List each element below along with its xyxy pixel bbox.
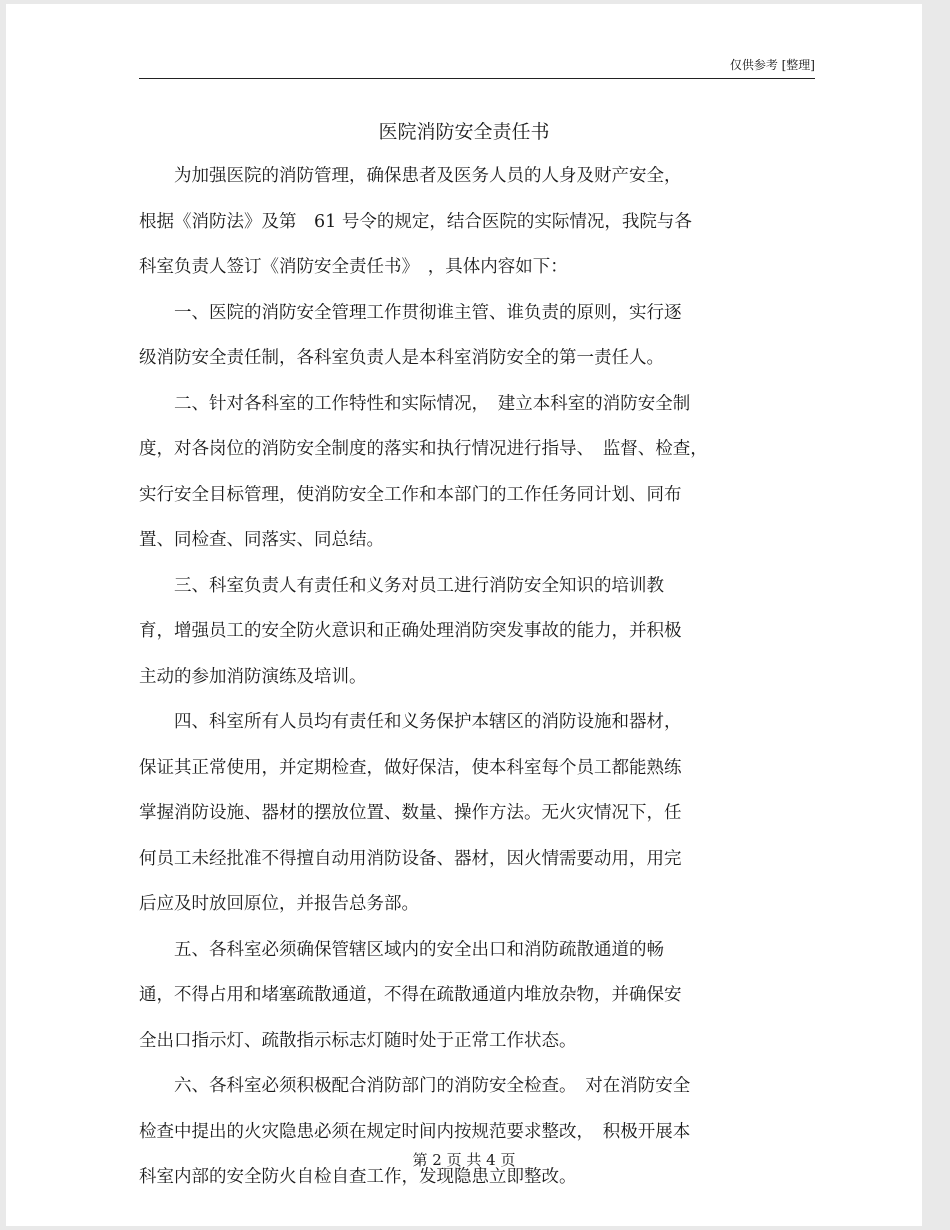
body-line: 保证其正常使用，并定期检查，做好保洁，使本科室每个员工都能熟练 [139, 757, 682, 778]
page-number: 第 2 页 共 4 页 [412, 1151, 516, 1169]
document-page [6, 4, 922, 1226]
body-line: 为加强医院的消防管理，确保患者及医务人员的人身及财产安全， [139, 166, 682, 186]
page-header [139, 56, 815, 79]
body-line: 科室负责人签订《消防安全责任书》 ，具体内容如下： [139, 257, 568, 277]
body-line: 六、各科室必须积极配合消防部门的消防安全检查。 对在消防安全 [139, 1076, 691, 1096]
body-line: 根据《消防法》及第 61 号令的规定，结合医院的实际情况，我院与各 [139, 211, 692, 232]
body-line: 实行安全目标管理，使消防安全工作和本部门的工作任务同计划、同布 [139, 484, 682, 505]
body-line: 置、同检查、同落实、同总结。 [139, 530, 384, 550]
page-footer [6, 1148, 922, 1172]
body-line: 检查中提出的火灾隐患必须在规定时间内按规范要求整改， 积极开展本 [139, 1121, 691, 1142]
body-line: 掌握消防设施、器材的摆放位置、数量、操作方法。无火灾情况下，任 [139, 803, 682, 823]
body-line: 一、医院的消防安全管理工作贯彻谁主管、谁负责的原则，实行逐 [139, 302, 682, 323]
body-line: 何员工未经批准不得擅自动用消防设备、器材，因火情需要动用，用完 [139, 848, 682, 869]
body-line: 级消防安全责任制，各科室负责人是本科室消防安全的第一责任人。 [139, 348, 664, 368]
body-line: 科室内部的安全防火自检自查工作，发现隐患立即整改。 [139, 1167, 577, 1187]
document-body [139, 154, 815, 1201]
body-line: 后应及时放回原位，并报告总务部。 [139, 894, 419, 914]
body-line: 四、科室所有人员均有责任和义务保护本辖区的消防设施和器材， [139, 712, 682, 732]
body-line: 五、各科室必须确保管辖区域内的安全出口和消防疏散通道的畅 [139, 939, 664, 960]
body-line: 育，增强员工的安全防火意识和正确处理消防突发事故的能力，并积极 [139, 621, 682, 641]
body-line: 度，对各岗位的消防安全制度的落实和执行情况进行指导、 监督、检查， [139, 439, 708, 459]
body-line: 三、科室负责人有责任和义务对员工进行消防安全知识的培训教 [139, 575, 664, 596]
header-note: 仅供参考 [整理] [729, 58, 815, 72]
body-line: 主动的参加消防演练及培训。 [139, 666, 367, 687]
body-line: 全出口指示灯、疏散指示标志灯随时处于正常工作状态。 [139, 1030, 577, 1051]
document-title: 医院消防安全责任书 [378, 121, 550, 143]
body-line: 二、针对各科室的工作特性和实际情况， 建立本科室的消防安全制 [139, 393, 691, 414]
body-line: 通，不得占用和堵塞疏散通道，不得在疏散通道内堆放杂物，并确保安 [139, 985, 682, 1005]
